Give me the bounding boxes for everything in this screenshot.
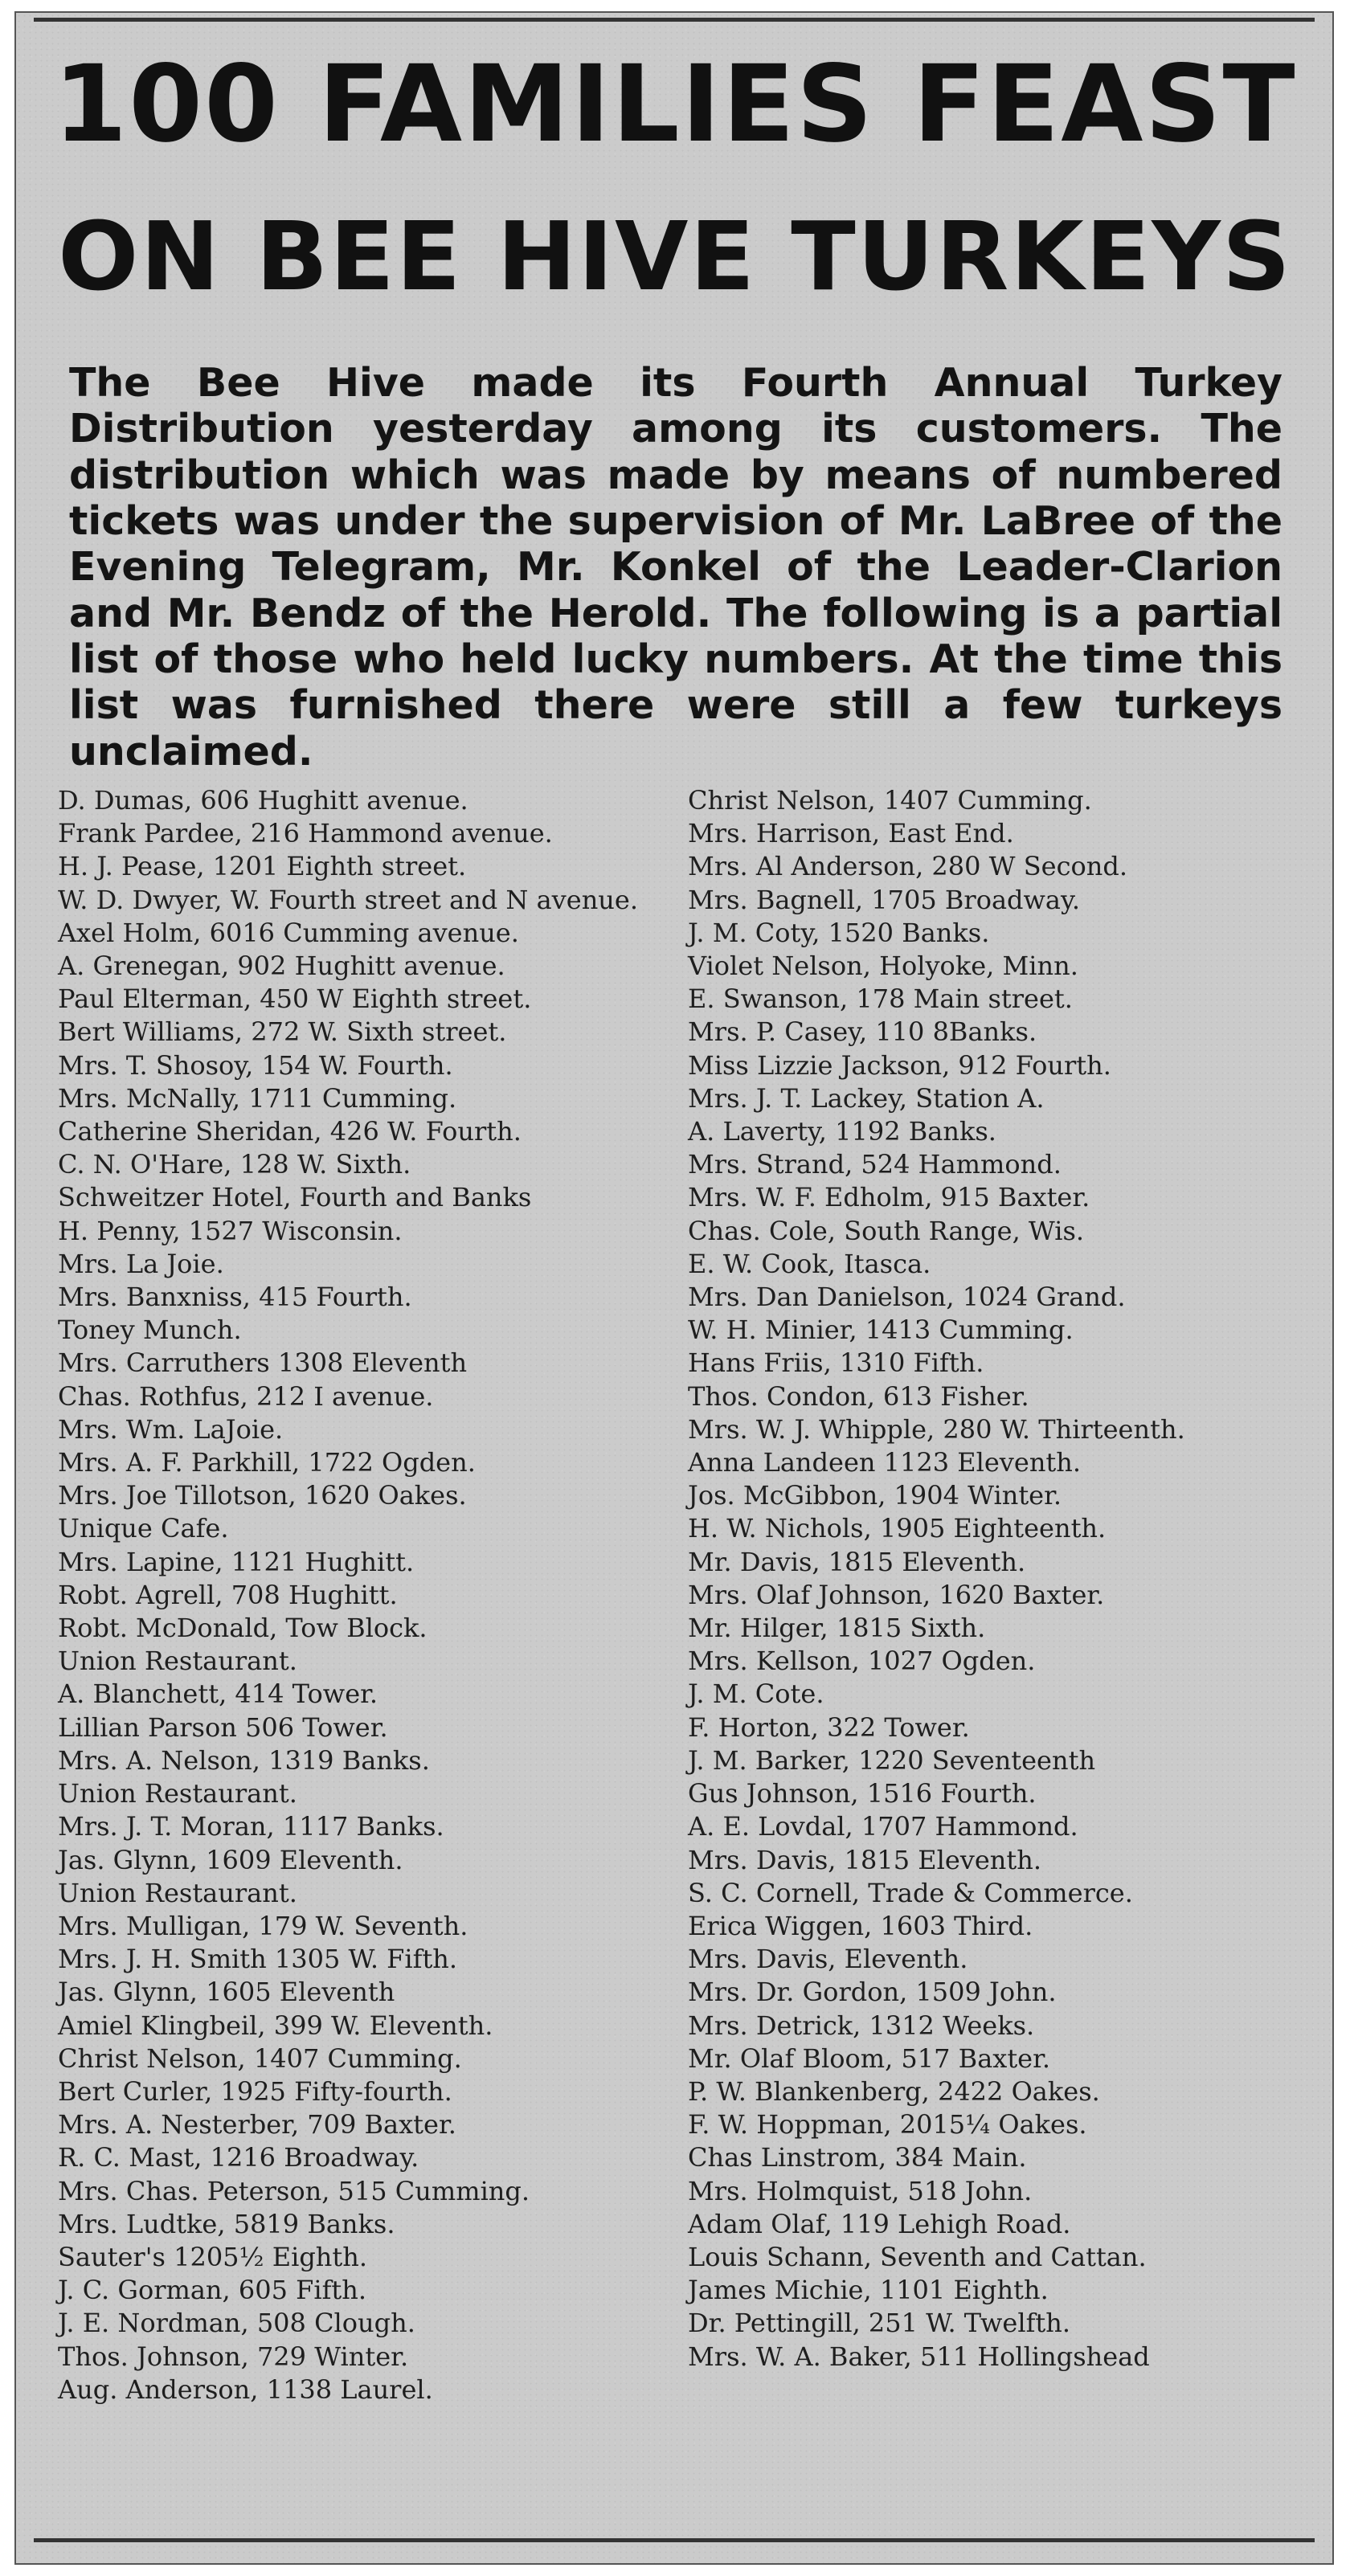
- list-entry: Adam Olaf, 119 Lehigh Road.: [688, 2208, 1071, 2239]
- list-entry: Axel Holm, 6016 Cumming avenue.: [58, 917, 519, 948]
- list-entry: Thos. Condon, 613 Fisher.: [688, 1380, 1029, 1412]
- list-entry: Mrs. Dan Danielson, 1024 Grand.: [688, 1282, 1126, 1313]
- list-entry: Jas. Glynn, 1609 Eleventh.: [58, 1844, 403, 1875]
- list-entry: Sauter's 1205½ Eighth.: [58, 2241, 368, 2272]
- list-entry: Bert Williams, 272 W. Sixth street.: [58, 1016, 507, 1048]
- list-entry: J. E. Nordman, 508 Clough.: [58, 2308, 415, 2339]
- list-entry: Union Restaurant.: [58, 1646, 297, 1677]
- list-entry: Unique Cafe.: [58, 1513, 229, 1544]
- list-entry: Mrs. J. T. Lackey, Station A.: [688, 1082, 1045, 1114]
- list-entry: Hans Friis, 1310 Fifth.: [688, 1347, 984, 1379]
- list-entry: Mrs. T. Shosoy, 154 W. Fourth.: [58, 1049, 453, 1081]
- list-entry: Christ Nelson, 1407 Cumming.: [58, 2042, 462, 2074]
- list-entry: Mrs. Davis, 1815 Eleventh.: [688, 1844, 1042, 1875]
- list-entry: Mrs. Mulligan, 179 W. Seventh.: [58, 1910, 468, 1941]
- list-entry: Frank Pardee, 216 Hammond avenue.: [58, 818, 553, 849]
- list-entry: Mrs. Carruthers 1308 Eleventh: [58, 1347, 468, 1379]
- list-entry: Louis Schann, Seventh and Cattan.: [688, 2241, 1147, 2272]
- list-entry: Catherine Sheridan, 426 W. Fourth.: [58, 1116, 522, 1147]
- list-entry: Mrs. Lapine, 1121 Hughitt.: [58, 1546, 415, 1577]
- list-entry: J. M. Cote.: [688, 1678, 824, 1710]
- left-name-list: [58, 784, 669, 2406]
- list-entry: Toney Munch.: [58, 1315, 242, 1346]
- list-entry: H. W. Nichols, 1905 Eighteenth.: [688, 1513, 1107, 1544]
- list-entry: Mrs. Ludtke, 5819 Banks.: [58, 2208, 395, 2239]
- list-entry: Mrs. Banxniss, 415 Fourth.: [58, 1282, 412, 1313]
- bottom-rule: [34, 2538, 1315, 2542]
- list-entry: Mr. Olaf Bloom, 517 Baxter.: [688, 2042, 1051, 2074]
- list-entry: F. Horton, 322 Tower.: [688, 1711, 970, 1743]
- list-entry: Robt. Agrell, 708 Hughitt.: [58, 1579, 398, 1610]
- list-entry: Anna Landeen 1123 Eleventh.: [688, 1447, 1082, 1478]
- list-entry: A. Laverty, 1192 Banks.: [688, 1116, 996, 1147]
- list-entry: Mrs. Al Anderson, 280 W Second.: [688, 851, 1128, 882]
- list-entry: Mrs. A. Nelson, 1319 Banks.: [58, 1744, 430, 1776]
- list-entry: A. E. Lovdal, 1707 Hammond.: [688, 1811, 1078, 1842]
- list-entry: D. Dumas, 606 Hughitt avenue.: [58, 785, 468, 816]
- list-entry: Thos. Johnson, 729 Winter.: [58, 2341, 409, 2372]
- list-entry: Mrs. Chas. Peterson, 515 Cumming.: [58, 2175, 530, 2206]
- newspaper-clipping: [14, 11, 1334, 2565]
- list-entry: Erica Wiggen, 1603 Third.: [688, 1910, 1033, 1941]
- list-entry: Mrs. W. A. Baker, 511 Hollingshead: [688, 2341, 1150, 2372]
- list-entry: E. Swanson, 178 Main street.: [688, 983, 1073, 1015]
- list-entry: A. Blanchett, 414 Tower.: [58, 1678, 378, 1710]
- list-entry: Mrs. Olaf Johnson, 1620 Baxter.: [688, 1579, 1105, 1610]
- list-entry: Mrs. Harrison, East End.: [688, 818, 1014, 849]
- list-entry: Chas Linstrom, 384 Main.: [688, 2142, 1027, 2173]
- list-entry: Mrs. McNally, 1711 Cumming.: [58, 1082, 457, 1114]
- list-entry: Amiel Klingbeil, 399 W. Eleventh.: [58, 2010, 493, 2041]
- list-entry: R. C. Mast, 1216 Broadway.: [58, 2142, 419, 2173]
- list-entry: A. Grenegan, 902 Hughitt avenue.: [58, 951, 505, 982]
- list-entry: W. D. Dwyer, W. Fourth street and N avenue.: [58, 884, 639, 915]
- list-entry: J. C. Gorman, 605 Fifth.: [58, 2275, 367, 2306]
- list-entry: Mrs. W. F. Edholm, 915 Baxter.: [688, 1182, 1090, 1213]
- list-entry: Mrs. J. H. Smith 1305 W. Fifth.: [58, 1944, 458, 1975]
- list-entry: Mrs. A. Nesterber, 709 Baxter.: [58, 2109, 456, 2141]
- list-entry: Dr. Pettingill, 251 W. Twelfth.: [688, 2308, 1071, 2339]
- list-entry: H. Penny, 1527 Wisconsin.: [58, 1215, 403, 1246]
- list-entry: Mrs. W. J. Whipple, 280 W. Thirteenth.: [688, 1413, 1185, 1445]
- list-entry: Christ Nelson, 1407 Cumming.: [688, 785, 1092, 816]
- list-entry: F. W. Hoppman, 2015¼ Oakes.: [688, 2109, 1087, 2141]
- right-name-list: [688, 784, 1299, 2374]
- list-entry: J. M. Barker, 1220 Seventeenth: [688, 1744, 1096, 1776]
- list-entry: Violet Nelson, Holyoke, Minn.: [688, 951, 1078, 982]
- list-entry: Mrs. Holmquist, 518 John.: [688, 2175, 1033, 2206]
- list-entry: Bert Curler, 1925 Fifty-fourth.: [58, 2075, 452, 2107]
- list-entry: C. N. O'Hare, 128 W. Sixth.: [58, 1149, 411, 1180]
- intro-paragraph: The Bee Hive made its Fourth Annual Turkey Distribution yesterday among its customers. The distribution which was made by means of numbered tickets was under the supervision of Mr. LaBree of the Evening Telegram, Mr. Konkel of the Leader-Clarion and Mr. Bendz of the Herold. The following is a partial list of those who held lucky numbers. At the time this list was furnished there were still a few turkeys unclaimed.: [69, 360, 1282, 775]
- list-entry: Mrs. Davis, Eleventh.: [688, 1944, 968, 1975]
- list-entry: Jos. McGibbon, 1904 Winter.: [688, 1480, 1062, 1511]
- list-entry: Mrs. Detrick, 1312 Weeks.: [688, 2010, 1035, 2041]
- list-entry: P. W. Blankenberg, 2422 Oakes.: [688, 2075, 1100, 2107]
- list-entry: James Michie, 1101 Eighth.: [688, 2275, 1049, 2306]
- list-entry: Union Restaurant.: [58, 1778, 297, 1809]
- top-rule: [34, 18, 1315, 22]
- list-entry: E. W. Cook, Itasca.: [688, 1248, 931, 1279]
- list-entry: Aug. Anderson, 1138 Laurel.: [58, 2374, 433, 2405]
- list-entry: W. H. Minier, 1413 Cumming.: [688, 1315, 1074, 1346]
- list-entry: Union Restaurant.: [58, 1877, 297, 1908]
- list-entry: Lillian Parson 506 Tower.: [58, 1711, 388, 1743]
- list-entry: Chas. Rothfus, 212 I avenue.: [58, 1380, 434, 1412]
- headline-line-1: 100 FAMILIES FEAST: [53, 43, 1297, 166]
- list-entry: S. C. Cornell, Trade & Commerce.: [688, 1877, 1133, 1908]
- list-entry: Mrs. La Joie.: [58, 1248, 224, 1279]
- list-entry: Robt. McDonald, Tow Block.: [58, 1613, 428, 1644]
- list-entry: Chas. Cole, South Range, Wis.: [688, 1215, 1085, 1246]
- list-entry: Mr. Davis, 1815 Eleventh.: [688, 1546, 1026, 1577]
- list-entry: Miss Lizzie Jackson, 912 Fourth.: [688, 1049, 1111, 1081]
- list-entry: Mrs. Joe Tillotson, 1620 Oakes.: [58, 1480, 467, 1511]
- list-entry: Mrs. Wm. LaJoie.: [58, 1413, 284, 1445]
- list-entry: Paul Elterman, 450 W Eighth street.: [58, 983, 532, 1015]
- list-entry: J. M. Coty, 1520 Banks.: [688, 917, 990, 948]
- list-entry: Mrs. P. Casey, 110 8Banks.: [688, 1016, 1037, 1048]
- list-entry: Mr. Hilger, 1815 Sixth.: [688, 1613, 986, 1644]
- list-entry: Mrs. Strand, 524 Hammond.: [688, 1149, 1062, 1180]
- list-entry: Mrs. Dr. Gordon, 1509 John.: [688, 1977, 1057, 2008]
- list-entry: Mrs. Bagnell, 1705 Broadway.: [688, 884, 1080, 915]
- list-entry: Schweitzer Hotel, Fourth and Banks: [58, 1182, 532, 1213]
- list-entry: Mrs. J. T. Moran, 1117 Banks.: [58, 1811, 444, 1842]
- list-entry: Mrs. Kellson, 1027 Ogden.: [688, 1646, 1036, 1677]
- list-entry: Jas. Glynn, 1605 Eleventh: [58, 1977, 395, 2008]
- list-entry: Mrs. A. F. Parkhill, 1722 Ogden.: [58, 1447, 476, 1478]
- headline-line-2: ON BEE HIVE TURKEYS: [58, 201, 1292, 312]
- list-entry: Gus Johnson, 1516 Fourth.: [688, 1778, 1037, 1809]
- list-entry: H. J. Pease, 1201 Eighth street.: [58, 851, 467, 882]
